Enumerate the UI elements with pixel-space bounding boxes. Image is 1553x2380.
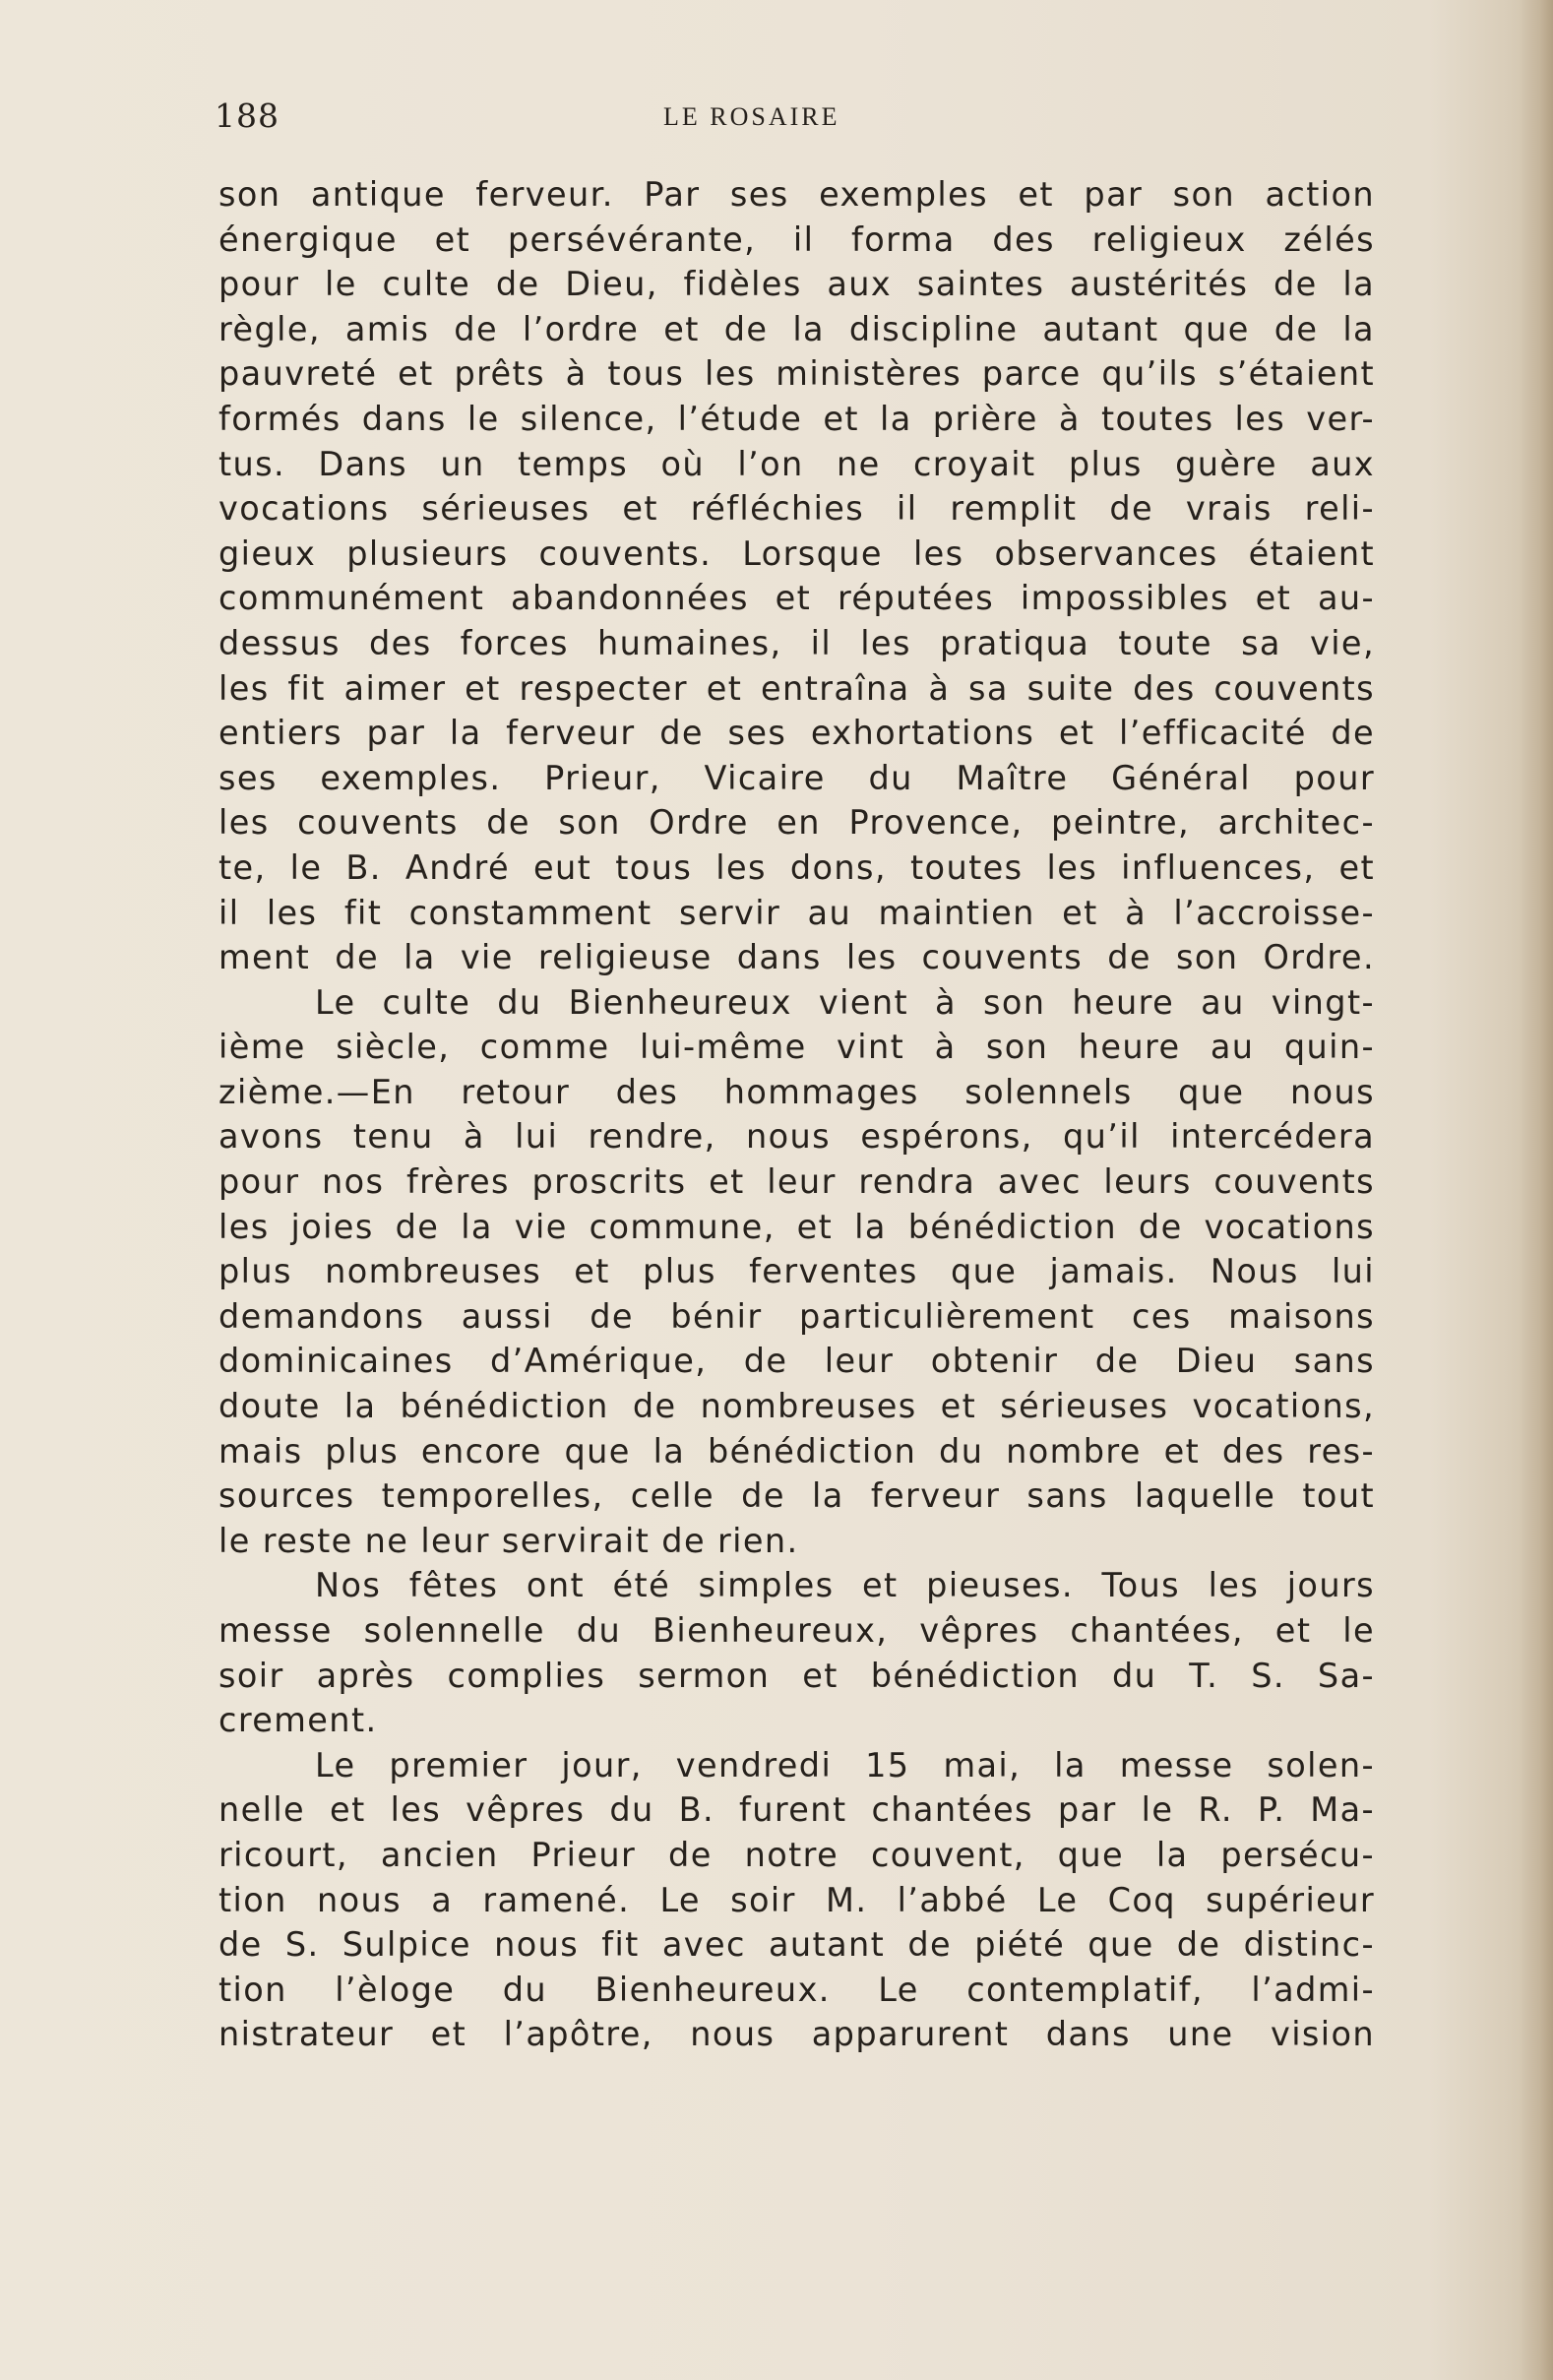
text-line: plus nombreuses et plus ferventes que jamais. Nous lui	[218, 1252, 1375, 1291]
text-line: nistrateur et l’apôtre, nous apparurent dans une vision	[218, 2015, 1375, 2054]
text-line: avons tenu à lui rendre, nous espérons, qu’il intercédera	[218, 1117, 1375, 1157]
text-line: ses exemples. Prieur, Vicaire du Maître Général pour	[218, 758, 1375, 797]
text-line: te, le B. André eut tous les dons, toutes les influences, et	[218, 847, 1375, 887]
text-line: les fit aimer et respecter et entraîna à sa suite des couvents	[218, 668, 1375, 708]
text-line: crement.	[218, 1701, 378, 1740]
text-line: tion nous a ramené. Le soir M. l’abbé Le Coq supérieur	[218, 1880, 1375, 1919]
text-line: ment de la vie religieuse dans les couvents de son Ordre.	[218, 938, 1375, 977]
text-line: Nos fêtes ont été simples et pieuses. Tous les jours	[315, 1566, 1375, 1605]
text-line: formés dans le silence, l’étude et la prière à toutes les ver-	[218, 399, 1375, 438]
text-line: ricourt, ancien Prieur de notre couvent, que la persécu-	[218, 1835, 1375, 1874]
text-line: sources temporelles, celle de la ferveur sans laquelle tout	[218, 1476, 1375, 1516]
text-line: son antique ferveur. Par ses exemples et par son action	[218, 175, 1375, 214]
running-title: LE ROSAIRE	[663, 102, 840, 131]
text-line: nelle et les vêpres du B. furent chantées par le R. P. Ma-	[218, 1790, 1375, 1830]
text-line: Le culte du Bienheureux vient à son heure au vingt-	[315, 982, 1375, 1022]
text-line: dominicaines d’Amérique, de leur obtenir de Dieu sans	[218, 1342, 1375, 1381]
text-line: mais plus encore que la bénédiction du nombre et des res-	[218, 1431, 1375, 1471]
text-line: les couvents de son Ordre en Provence, peintre, architec-	[218, 803, 1375, 843]
text-line: vocations sérieuses et réfléchies il remplit de vrais reli-	[218, 489, 1375, 529]
text-line: gieux plusieurs couvents. Lorsque les observances étaient	[218, 533, 1375, 573]
text-line: messe solennelle du Bienheureux, vêpres chantées, et le	[218, 1611, 1375, 1650]
body-text	[218, 172, 1375, 2057]
text-line: communément abandonnées et réputées impossibles et au-	[218, 579, 1375, 618]
text-line: zième.—En retour des hommages solennels que nous	[218, 1072, 1375, 1111]
text-line: pauvreté et prêts à tous les ministères parce qu’ils s’étaient	[218, 354, 1375, 394]
text-line: tus. Dans un temps où l’on ne croyait plus guère aux	[218, 444, 1375, 483]
text-line: Le premier jour, vendredi 15 mai, la messe solen-	[315, 1745, 1375, 1785]
text-line: énergique et persévérante, il forma des religieux zélés	[218, 219, 1375, 259]
text-line: de S. Sulpice nous fit avec autant de piété que de distinc-	[218, 1925, 1375, 1965]
text-line: le reste ne leur servirait de rien.	[218, 1521, 799, 1560]
text-line: il les fit constamment servir au maintien et à l’accroisse-	[218, 893, 1375, 932]
text-line: dessus des forces humaines, il les pratiqua toute sa vie,	[218, 623, 1375, 662]
text-line: les joies de la vie commune, et la bénédiction de vocations	[218, 1207, 1375, 1246]
text-line: soir après complies sermon et bénédiction du T. S. Sa-	[218, 1656, 1375, 1695]
text-line: doute la bénédiction de nombreuses et sérieuses vocations,	[218, 1387, 1375, 1426]
text-line: règle, amis de l’ordre et de la discipline autant que de la	[218, 309, 1375, 348]
running-head	[215, 96, 1376, 144]
text-line: ième siècle, comme lui-même vint à son heure au quin-	[218, 1028, 1375, 1067]
text-line: pour nos frères proscrits et leur rendra avec leurs couvents	[218, 1162, 1375, 1202]
text-line: demandons aussi de bénir particulièrement ces maisons	[218, 1296, 1375, 1336]
page-edge-shadow	[1520, 0, 1553, 2380]
text-line: pour le culte de Dieu, fidèles aux saintes austérités de la	[218, 265, 1375, 304]
text-line: tion l’èloge du Bienheureux. Le contemplatif, l’admi-	[218, 1970, 1375, 2009]
text-line: entiers par la ferveur de ses exhortations et l’efficacité de	[218, 714, 1375, 753]
page-number: 188	[215, 96, 280, 135]
